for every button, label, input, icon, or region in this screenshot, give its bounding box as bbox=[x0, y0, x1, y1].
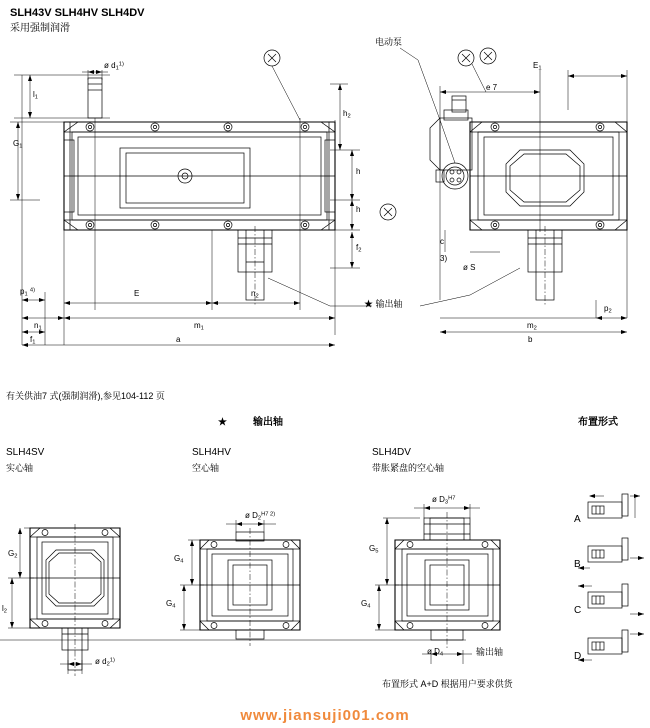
page-subtitle: 采用强制润滑 bbox=[10, 23, 70, 34]
label-h-mid: h bbox=[356, 167, 361, 176]
variant-drawings bbox=[0, 488, 650, 728]
label-h2: $h_2$ bbox=[343, 109, 351, 120]
variant-desc-1: 空心轴 bbox=[192, 463, 220, 473]
variant-code-0: SLH4SV bbox=[6, 447, 45, 458]
label-output-shaft-bottom: 输出轴 bbox=[476, 647, 504, 657]
arrangement-item-b: B bbox=[574, 559, 581, 570]
label-f1: $f_1$ bbox=[30, 335, 36, 346]
watermark: www.jiansuji001.com bbox=[240, 707, 410, 724]
label-E1: $E_1$ bbox=[533, 61, 542, 72]
label-e7: e 7 bbox=[486, 83, 498, 92]
footer-note: 布置形式 A+D 根据用户要求供货 bbox=[382, 679, 513, 689]
label-n1: $n_1$ bbox=[34, 321, 42, 332]
arrangement-item-d: D bbox=[574, 651, 582, 662]
label-motor-pump: 电动泵 bbox=[375, 37, 403, 47]
label-phi-D4: ø $D_4$ bbox=[427, 647, 444, 658]
label-l1: $l_1$ bbox=[33, 90, 38, 101]
label-E: E bbox=[134, 289, 140, 298]
label-n2: $n_2$ bbox=[251, 289, 259, 300]
label-c: c bbox=[440, 237, 444, 246]
label-phi-s: ø S bbox=[463, 263, 476, 272]
page-title: SLH43V SLH4HV SLH4DV bbox=[10, 7, 145, 19]
label-phi-D3: ø $D_3^{H7}$ bbox=[432, 495, 456, 506]
label-b: b bbox=[528, 335, 533, 344]
section-output-shaft: 输出轴 bbox=[253, 417, 283, 428]
label-phi-D2: ø $D_2^{H7 2)}$ bbox=[245, 511, 276, 522]
label-m1: $m_1$ bbox=[194, 321, 204, 332]
variant-desc-2: 带胀紧盘的空心轴 bbox=[372, 463, 445, 473]
supply-note: 有关供油7 式(强制润滑),参见104-112 页 bbox=[6, 391, 165, 401]
section-output-shaft-star: ★ bbox=[218, 417, 227, 428]
section-arrangement: 布置形式 bbox=[578, 417, 618, 428]
arrangement-item-a: A bbox=[574, 514, 581, 525]
variant-code-2: SLH4DV bbox=[372, 447, 411, 458]
label-a: a bbox=[176, 335, 181, 344]
label-G2: $G_2$ bbox=[8, 549, 18, 560]
label-G4c: $G_4$ bbox=[361, 599, 371, 610]
label-phi-d1: ø $d_1^{1)}$ bbox=[104, 61, 124, 72]
label-f2: $f_2$ bbox=[356, 243, 362, 254]
variant-code-1: SLH4HV bbox=[192, 447, 231, 458]
label-p1: $p_1$ $^{4)}$ bbox=[20, 287, 36, 298]
label-output-shaft-top: ★ 输出轴 bbox=[364, 299, 403, 309]
variant-desc-0: 实心轴 bbox=[6, 463, 34, 473]
label-G5: $G_5$ bbox=[369, 544, 379, 555]
label-G4a: $G_4$ bbox=[174, 554, 184, 565]
label-G4b: $G_4$ bbox=[166, 599, 176, 610]
arrangement-item-c: C bbox=[574, 605, 582, 616]
label-h-lower: h bbox=[356, 205, 361, 214]
label-p2: $p_2$ bbox=[604, 304, 612, 315]
label-phi-d2: ø $d_2^{1)}$ bbox=[95, 657, 115, 668]
label-note3: 3) bbox=[440, 254, 448, 263]
label-m2: $m_2$ bbox=[527, 321, 537, 332]
label-G1: $G_1$ bbox=[13, 139, 23, 150]
label-l2: $l_2$ bbox=[2, 604, 7, 615]
